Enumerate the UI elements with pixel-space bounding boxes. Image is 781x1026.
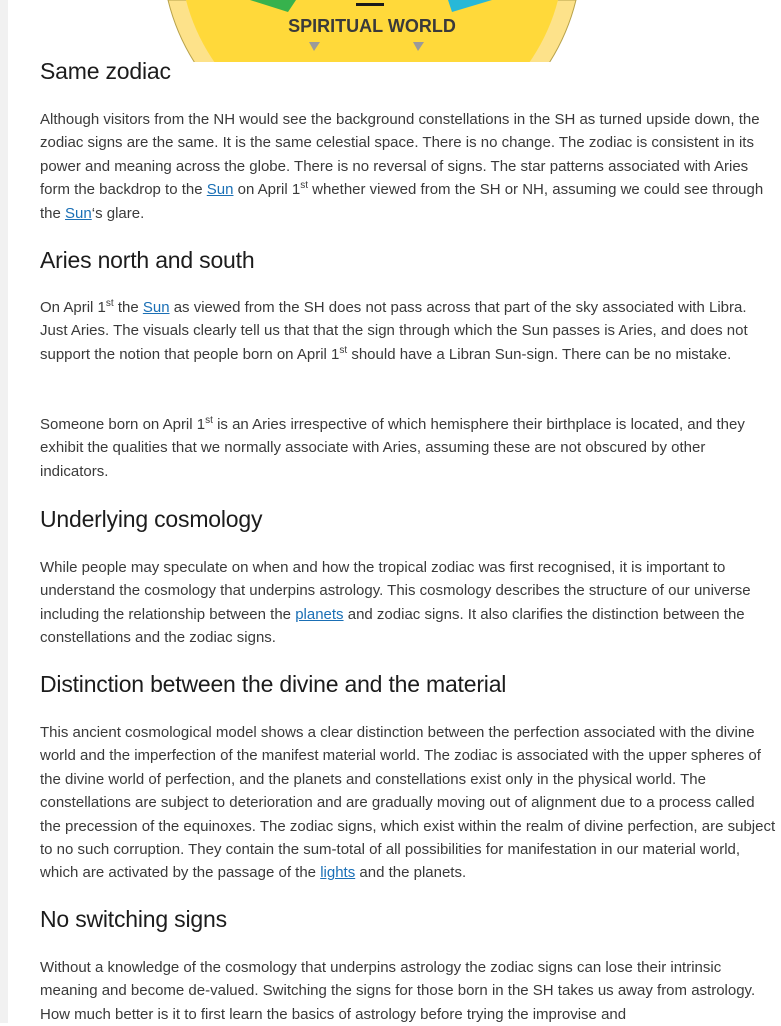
heading-underlying-cosmology: Underlying cosmology — [40, 506, 263, 532]
sun-link[interactable]: Sun — [206, 181, 234, 199]
cosmology-wheel-diagram — [0, 0, 781, 62]
sun-link[interactable]: Sun — [142, 299, 170, 316]
heading-aries-north-south: Aries north and south — [40, 247, 255, 273]
paragraph-distinction: This ancient cosmological model shows a clear distinction between the perfection associated with the divine world and the imperfection of the manifest material world. The zodiac is associated with the upper spheres of the divine world of perfection, and the planets and constellations exist only in the physical world. The constellations are subject to deterioration and are gradually moving out of alignment due to a process called the precession of the equinoxes. The zodiac signs, which exist within the realm of divine perfection, are subject to no such corruption. They contain the sum-total of all possibilities for manifestation in our material world, which are activated by the passage of the lights and the planets. — [40, 724, 776, 882]
wheel-bar-icon — [356, 3, 384, 6]
paragraph-same-zodiac: Although visitors from the NH would see the background constellations in the SH as turned upside down, the zodiac signs are the same. It is the same celestial space. There is no change. The zodiac is consistent in its power and meaning across the globe. There is no reversal of signs. The star patterns associated with Aries form the backdrop to the Sun on April 1st whether viewed from the SH or NH, assuming we could see through the Sun‘s glare. — [40, 111, 764, 222]
heading-divine-material: Distinction between the divine and the material — [40, 671, 507, 697]
paragraph-aries-2: Someone born on April 1st is an Aries irrespective of which hemisphere their birthplace is located, and they exhibit the qualities that we normally associate with Aries, assuming these are not obscured by other indicators. — [40, 415, 745, 480]
heading-no-switching-signs: No switching signs — [40, 906, 227, 932]
paragraph-aries-1: On April 1st the Sun as viewed from the SH does not pass across that part of the sky associated with Libra. Just Aries. The visuals clearly tell us that that the sign through which the Sun passes is Aries, and does not support the notion that people born on April 1st should have a Libran Sun-sign. There can be no mistake. — [40, 298, 748, 363]
sun-link[interactable]: Sun — [65, 204, 92, 222]
paragraph-switching: Without a knowledge of the cosmology that underpins astrology the zodiac signs can lose their intrinsic meaning and become de-valued. Switching the signs for those born in the SH takes us away from astrology. How much better is it to first learn the basics of astrology before trying the improvise and — [40, 959, 756, 1023]
lights-link[interactable]: lights — [320, 864, 356, 882]
wheel-label: SPIRITUAL WORLD — [288, 16, 456, 36]
heading-same-zodiac: Same zodiac — [40, 58, 171, 84]
planets-link[interactable]: planets — [295, 605, 344, 623]
page-left-rule — [0, 0, 8, 1023]
paragraph-cosmology: While people may speculate on when and how the tropical zodiac was first recognised, it is important to understand the cosmology that underpins astrology. This cosmology describes the structure of our universe including the relationship between the planets and zodiac signs. It also clarifies the distinction between the constellations and the zodiac signs. — [40, 559, 751, 647]
